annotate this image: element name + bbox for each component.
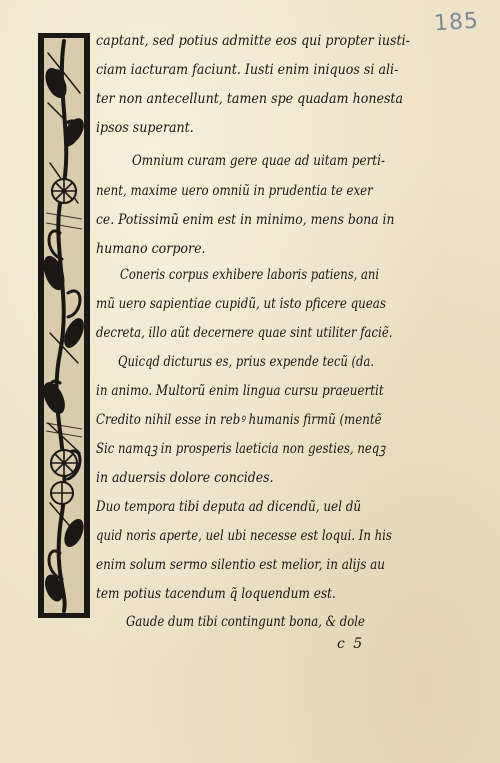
text-line: Coneris corpus exhibere laboris patiens, ani [120, 267, 380, 283]
text-line: decreta, illo aũt decernere quae sint utiliter faciẽ. [96, 325, 393, 341]
text-line: humano corpore. [96, 241, 206, 257]
text-line: ter non antecellunt, tamen spe quadam honesta [96, 91, 404, 107]
text-line: ciam iacturam faciunt. Iusti enim iniquos si ali- [96, 62, 399, 78]
text-line: in aduersis dolore concides. [96, 470, 274, 486]
text-line: in animo. Multorũ enim lingua cursu praeuertit [96, 383, 384, 399]
text-line: nent, maxime uero omniũ in prudentia te exer [96, 183, 373, 199]
text-line: enim solum sermo silentio est melior, in alijs au [96, 557, 385, 573]
text-line: Sic namqꝫ in prosperis laeticia non gesties, neqꝫ [96, 441, 386, 457]
text-line: Gaude dum tibi contingunt bona, & dole [126, 614, 365, 630]
woodcut-floral-border [38, 33, 90, 618]
text-line: Quicqd dicturus es, prius expende tecũ (da. [118, 354, 375, 370]
text-line: tem potius tacendum q̃ loquendum est. [96, 586, 336, 602]
text-line: mũ uero sapientiae cupidũ, ut isto pficere queas [96, 296, 386, 312]
text-line: ipsos superant. [96, 120, 194, 136]
folio-number: 185 [433, 8, 480, 37]
text-line: captant, sed potius admitte eos qui propter iusti- [96, 33, 410, 49]
text-line: Duo tempora tibi deputa ad dicendũ, uel dũ [96, 499, 362, 515]
text-line: Omnium curam gere quae ad uitam perti- [132, 153, 385, 169]
text-line: Credito nihil esse in rebꝰ humanis firmũ (mentẽ [96, 412, 382, 428]
text-line: quid noris aperte, uel ubi necesse est loqui. In his [96, 528, 392, 544]
signature-mark: c 5 [337, 636, 365, 652]
text-line: ce. Potissimũ enim est in minimo, mens bona in [96, 212, 395, 228]
